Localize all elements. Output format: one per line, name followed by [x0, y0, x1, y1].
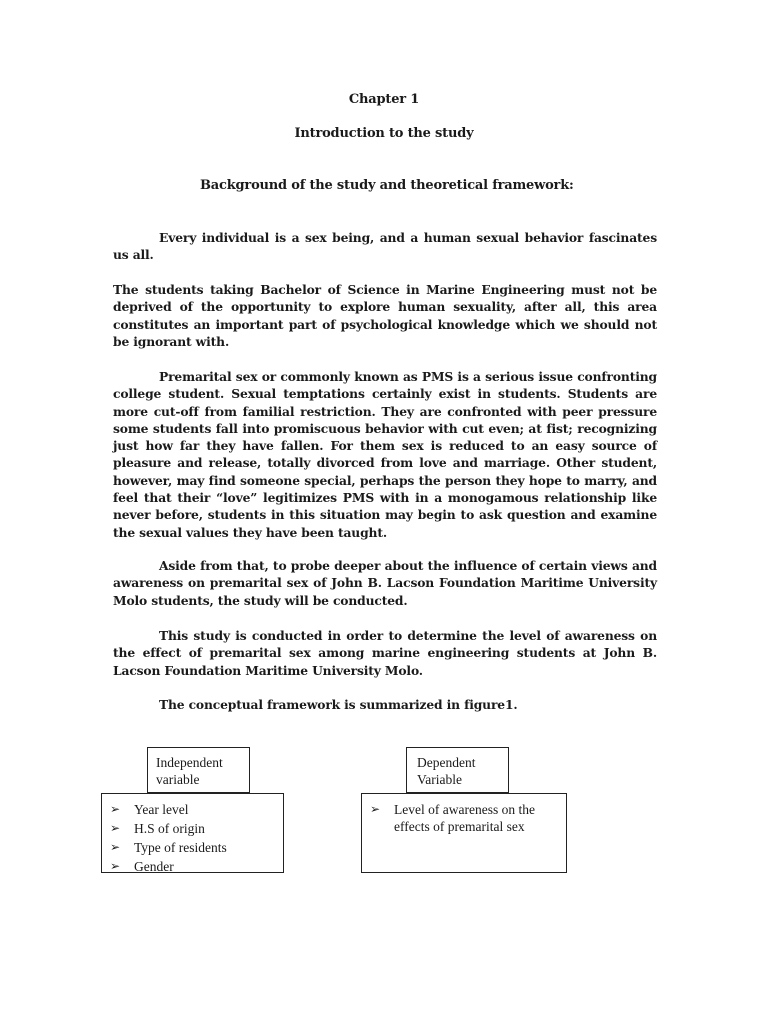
list-item: ➢ Gender	[110, 859, 174, 873]
dependent-variable-list-box	[361, 793, 567, 873]
paragraph-intro: Every individual is a sex being, and a human sexual behavior fascinates us all.	[113, 230, 657, 263]
arrowhead-bullet-icon: ➢	[110, 821, 121, 835]
paragraph-framework-ref: The conceptual framework is summarized in figure1.	[159, 697, 518, 712]
paragraph-aside: Aside from that, to probe deeper about the influence of certain views and awareness on premarital sex of John B. Lacson Foundation Maritime University Molo students, the study will be conducted.	[113, 558, 657, 608]
arrowhead-bullet-icon: ➢	[110, 802, 121, 816]
independent-variable-list-box	[101, 793, 284, 873]
list-item: ➢ Level of awareness on the effects of premarital sex	[370, 802, 535, 834]
dependent-variable-list	[370, 801, 560, 835]
paragraph-study-purpose: This study is conducted in order to determine the level of awareness on the effect of premarital sex among marine engineering students at John B. Lacson Foundation Maritime University Molo.	[113, 628, 657, 678]
section-title: Introduction to the study	[294, 126, 474, 141]
independent-variable-title: Independent variable	[156, 755, 223, 787]
independent-variable-header	[147, 747, 250, 793]
arrowhead-bullet-icon: ➢	[110, 840, 121, 854]
paragraph-marine-students: The students taking Bachelor of Science in Marine Engineering must not be deprived of the opportunity to explore human sexuality, after all, this area constitutes an important part of psychological knowledge which we should not be ignorant with.	[113, 282, 657, 349]
arrowhead-bullet-icon: ➢	[110, 859, 121, 873]
list-item: ➢ H.S of origin	[110, 821, 205, 836]
paragraph-premarital-sex: Premarital sex or commonly known as PMS is a serious issue confronting college student. Sexual temptations certainly exist in students. Students are more cut-off from familial restriction. They are confronted with peer pressure some students fall into promiscuous behavior with cut even; at fist; recognizing just how far they have fallen. For them sex is reduced to an easy source of pleasure and release, totally divorced from love and marriage. Other student, however, may find someone special, perhaps the person they hope to marry, and feel that their “love” legitimizes PMS with in a monogamous relationship like never before, students in this situation may begin to ask question and examine the sexual values they have been taught.	[113, 369, 657, 540]
arrowhead-bullet-icon: ➢	[370, 802, 381, 816]
subsection-title: Background of the study and theoretical framework:	[200, 178, 574, 193]
independent-variable-list	[110, 801, 277, 873]
dependent-variable-title: Dependent Variable	[417, 755, 476, 787]
chapter-heading: Chapter 1	[348, 92, 420, 107]
list-item: ➢ Type of residents	[110, 840, 227, 855]
dependent-variable-header	[406, 747, 509, 793]
list-item: ➢ Year level	[110, 802, 189, 817]
